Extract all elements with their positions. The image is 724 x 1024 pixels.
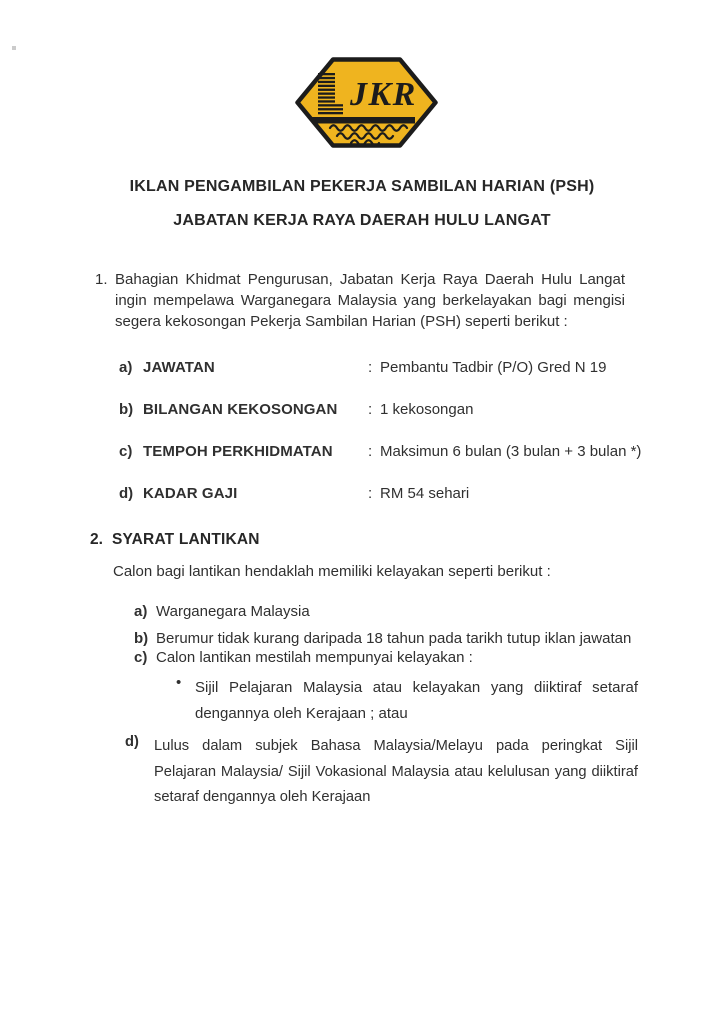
row-value: RM 54 sehari: [380, 485, 470, 502]
section1-intro-text: Bahagian Khidmat Pengurusan, Jabatan Kerja Raya Daerah Hulu Langat ingin mempelawa Warganegara Malaysia yang berkelayakan bagi mengisi segera kekosongan Pekerja Sambilan Harian (PSH) seperti berikut :: [115, 271, 625, 330]
item-letter: d): [125, 734, 139, 750]
bullet-text: Sijil Pelajaran Malaysia atau kelayakan yang diiktiraf setaraf dengannya oleh Kerajaan ; atau: [195, 679, 638, 722]
row-letter: c): [119, 443, 133, 460]
job-detail-row-jawatan: [0, 359, 724, 379]
row-colon: :: [368, 443, 373, 460]
job-detail-row-tempoh: [0, 443, 724, 463]
item-text: Calon lantikan mestilah mempunyai kelayakan :: [156, 649, 473, 666]
row-letter: a): [119, 359, 133, 376]
section2-intro: Calon bagi lantikan hendaklah memiliki kelayakan seperti berikut :: [113, 563, 551, 580]
row-colon: :: [368, 485, 373, 502]
row-value: 1 kekosongan: [380, 401, 474, 418]
job-detail-row-gaji: [0, 485, 724, 505]
row-value: Maksimun 6 bulan (3 bulan + 3 bulan *): [380, 443, 642, 460]
row-colon: :: [368, 401, 373, 418]
job-detail-row-bilangan: [0, 401, 724, 421]
row-value: Pembantu Tadbir (P/O) Gred N 19: [380, 359, 607, 376]
item-text: Lulus dalam subjek Bahasa Malaysia/Melayu pada peringkat Sijil Pelajaran Malaysia/ Sijil Vokasional Malaysia atau kelulusan yang diiktiraf setaraf dengannya oleh Kerajaan: [154, 738, 638, 805]
section1-number: 1.: [95, 271, 108, 288]
item-text: Berumur tidak kurang daripada 18 tahun pada tarikh tutup iklan jawatan: [156, 630, 632, 647]
item-text: Warganegara Malaysia: [156, 603, 310, 620]
row-letter: d): [119, 485, 134, 502]
scan-speck: [12, 46, 16, 50]
item-letter: b): [134, 630, 149, 647]
row-label: TEMPOH PERKHIDMATAN: [143, 443, 333, 460]
row-letter: b): [119, 401, 134, 418]
section2-number: 2.: [90, 531, 103, 548]
row-label: BILANGAN KEKOSONGAN: [143, 401, 338, 418]
bullet-icon: •: [176, 674, 182, 691]
row-colon: :: [368, 359, 373, 376]
title-line1: IKLAN PENGAMBILAN PEKERJA SAMBILAN HARIAN (PSH): [129, 178, 595, 195]
item-letter: c): [134, 649, 148, 666]
logo-text: JKR: [350, 76, 417, 113]
jkr-logo: [295, 57, 438, 148]
title-line2: JABATAN KERJA RAYA DAERAH HULU LANGAT: [173, 212, 551, 229]
section1-intro: [92, 269, 625, 332]
row-label: JAWATAN: [143, 359, 215, 376]
row-label: KADAR GAJI: [143, 485, 238, 502]
section2-title: SYARAT LANTIKAN: [112, 531, 260, 548]
item-letter: a): [134, 603, 148, 620]
